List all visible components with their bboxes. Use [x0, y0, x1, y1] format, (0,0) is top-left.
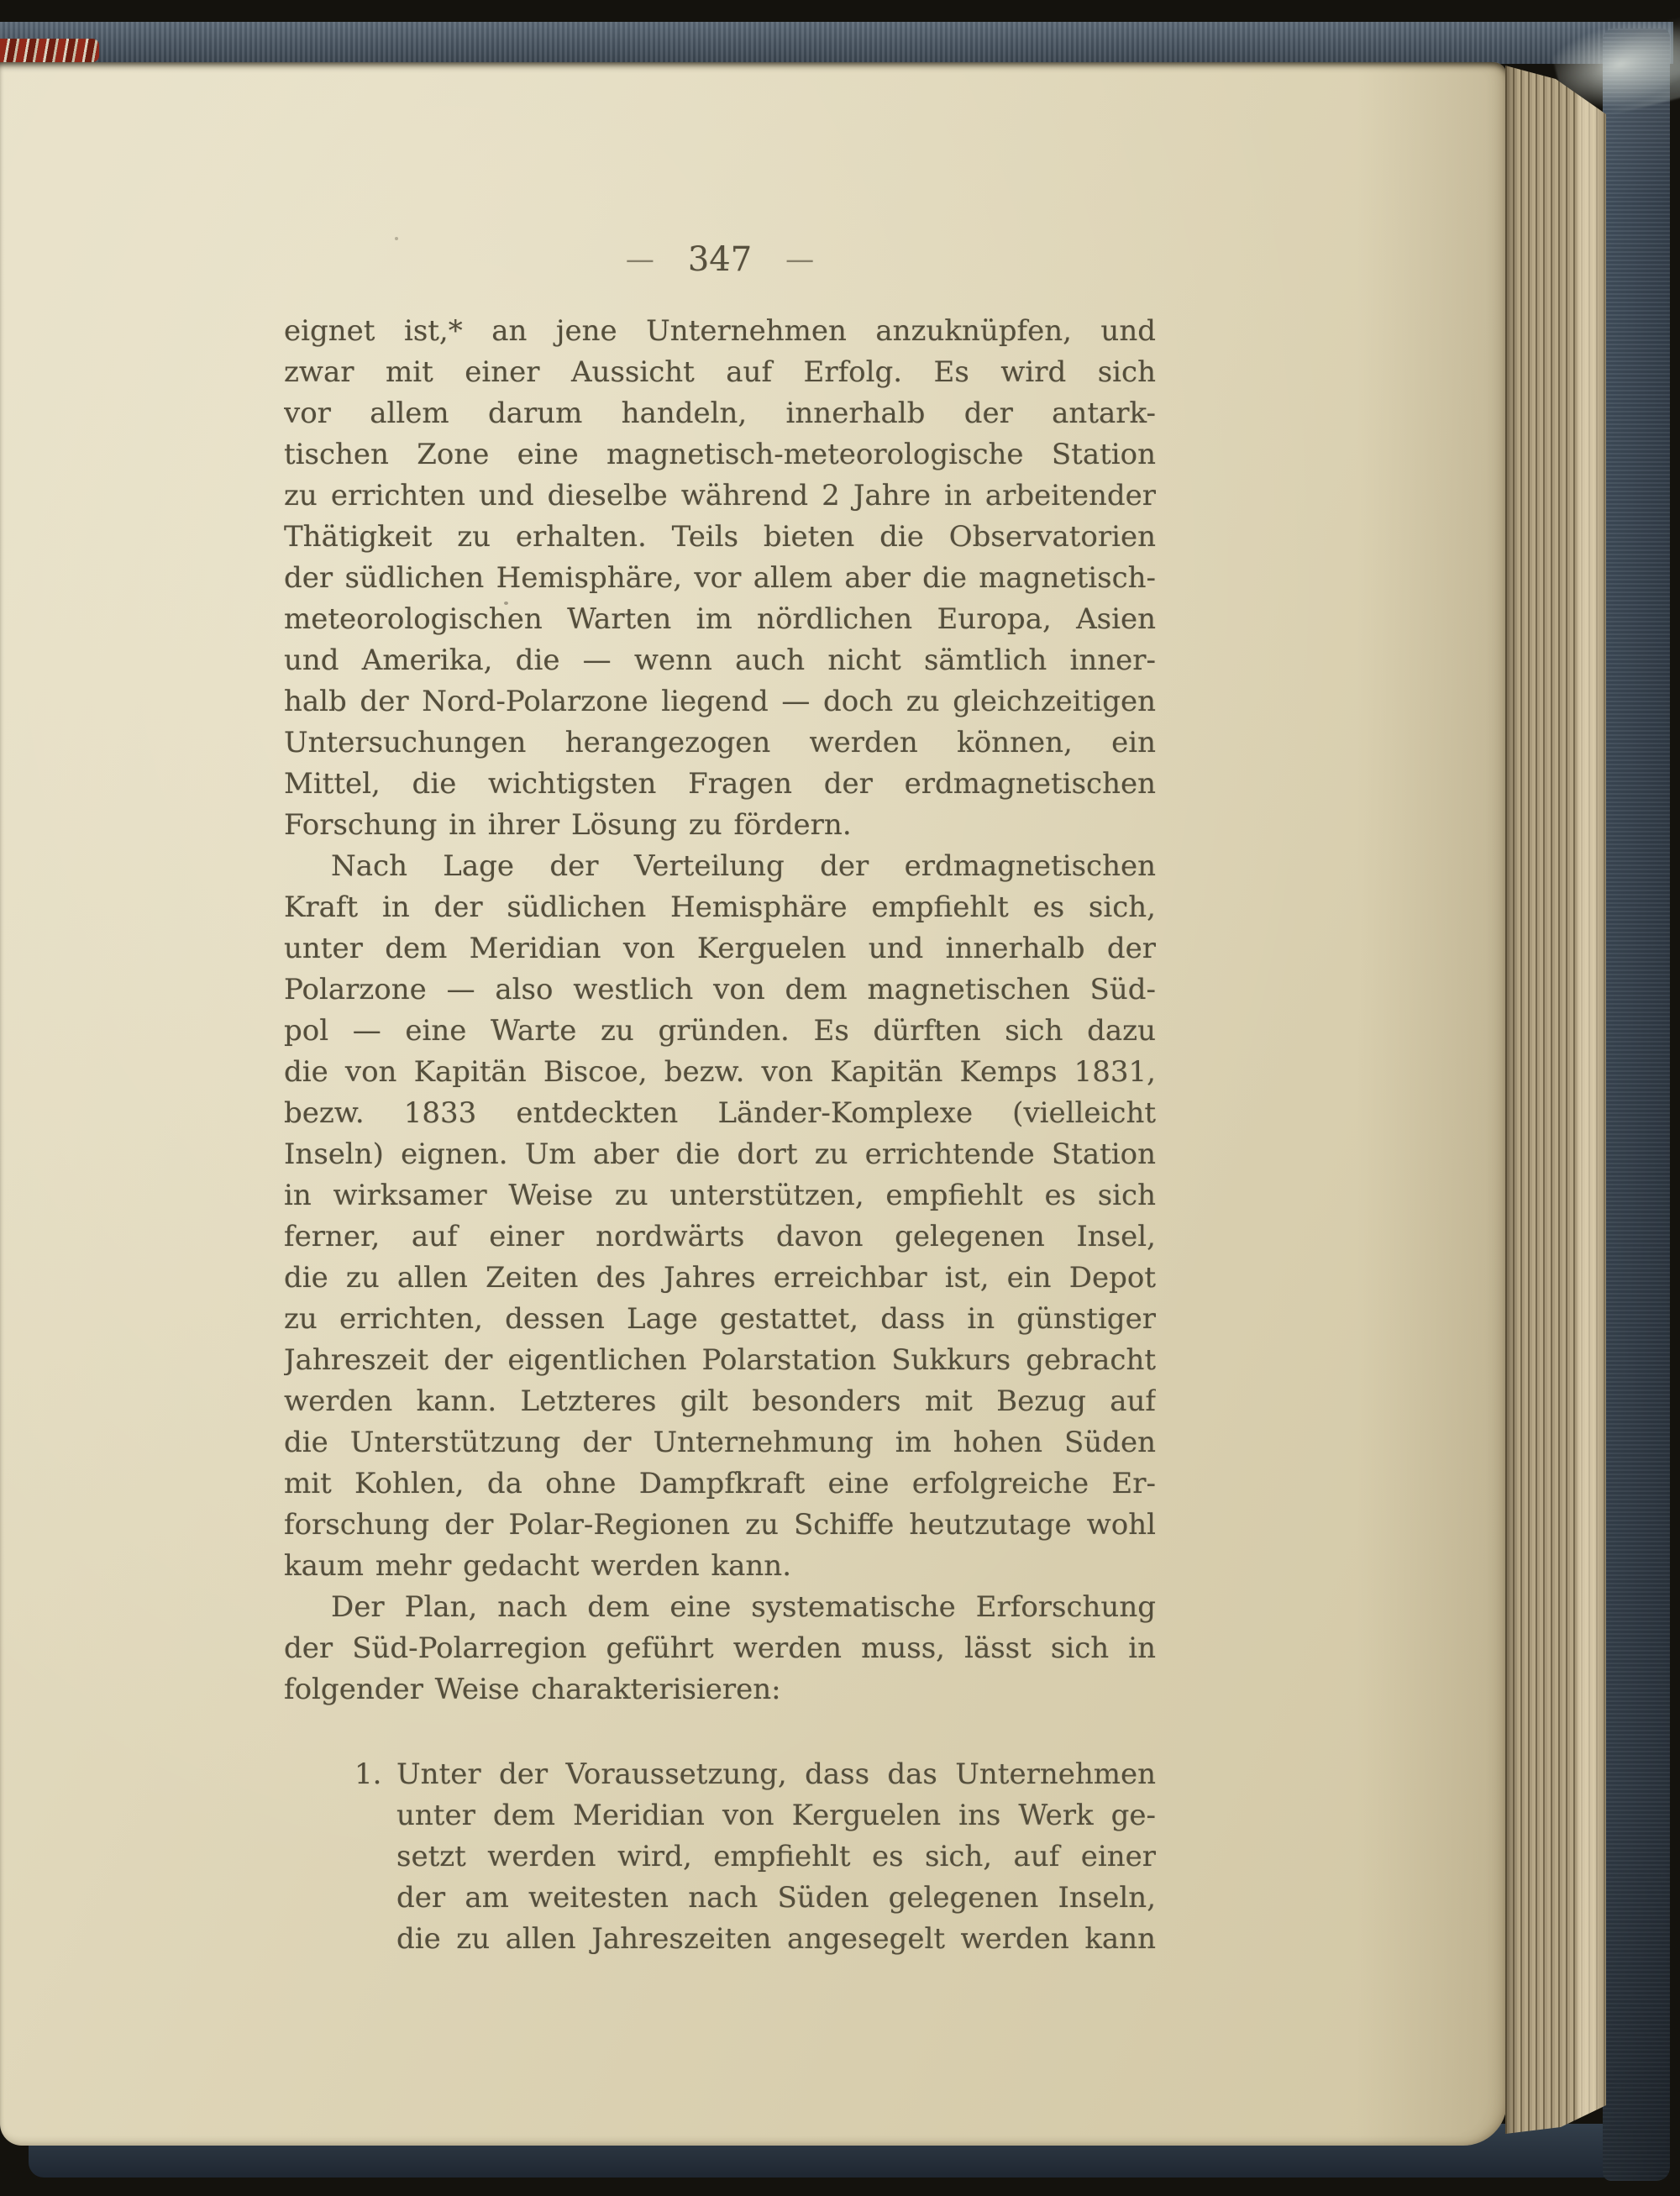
text-line: Jahreszeit der eigentlichen Polarstation Sukkurs gebracht — [284, 1343, 1156, 1377]
paragraph-continuation — [284, 311, 1156, 846]
book-page — [0, 62, 1507, 2146]
text-column — [284, 239, 1156, 1960]
numbered-list-item — [354, 1754, 1156, 1960]
text-line: unter dem Meridian von Kerguelen ins Werk ge- — [396, 1799, 1156, 1832]
text-line: und Amerika, die — wenn auch nicht sämtlich inner- — [284, 644, 1156, 677]
list-item-number: 1. — [354, 1757, 382, 1791]
text-line: zu errichten und dieselbe während 2 Jahre in arbeitender — [284, 479, 1156, 512]
text-line: der am weitesten nach Süden gelegenen Inseln, — [396, 1881, 1156, 1915]
page-number: 347 — [687, 240, 753, 279]
text-line: unter dem Meridian von Kerguelen und innerhalb der — [284, 932, 1156, 965]
text-line: eignet ist,* an jene Unternehmen anzuknüpfen, und — [284, 314, 1156, 348]
text-line: Polarzone — also westlich von dem magnetischen Süd- — [284, 973, 1156, 1006]
text-line: Mittel, die wichtigsten Fragen der erdmagnetischen — [284, 767, 1156, 801]
text-line: der südlichen Hemisphäre, vor allem aber die magnetisch- — [284, 561, 1156, 595]
page-number-header — [284, 239, 1156, 281]
text-line: in wirksamer Weise zu unterstützen, empfiehlt es sich — [284, 1179, 1156, 1212]
text-line: zu errichten, dessen Lage gestattet, dass in günstiger — [284, 1302, 1156, 1336]
header-left-dash: — — [625, 243, 654, 276]
text-line: Unter der Voraussetzung, dass das Unternehmen — [396, 1757, 1156, 1791]
headband-red — [0, 39, 99, 62]
body-text — [284, 311, 1156, 1960]
text-line: forschung der Polar-Regionen zu Schiffe heutzutage wohl — [284, 1508, 1156, 1542]
text-line: kaum mehr gedacht werden kann. — [284, 1549, 792, 1583]
text-line: bezw. 1833 entdeckten Länder-Komplexe (vielleicht — [284, 1096, 1156, 1130]
text-line: die Unterstützung der Unternehmung im hohen Süden — [284, 1426, 1156, 1459]
header-right-dash: — — [785, 243, 815, 276]
text-line: halb der Nord-Polarzone liegend — doch zu gleichzeitigen — [284, 685, 1156, 718]
list-item-text — [396, 1754, 1156, 1960]
text-line: tischen Zone eine magnetisch-meteorologische Station — [284, 438, 1156, 471]
paragraph-der-plan — [284, 1587, 1156, 1710]
text-line: Der Plan, nach dem eine systematische Erforschung — [331, 1590, 1156, 1624]
text-line: die von Kapitän Biscoe, bezw. von Kapitän Kemps 1831, — [284, 1055, 1156, 1089]
text-line: Forschung in ihrer Lösung zu fördern. — [284, 808, 852, 842]
text-line: die zu allen Zeiten des Jahres erreichbar ist, ein Depot — [284, 1261, 1156, 1295]
text-line: ferner, auf einer nordwärts davon gelegenen Insel, — [284, 1220, 1156, 1253]
paragraph-nach-lage — [284, 846, 1156, 1587]
text-line: meteorologischen Warten im nördlichen Europa, Asien — [284, 602, 1156, 636]
text-line: der Süd-Polarregion geführt werden muss, lässt sich in — [284, 1631, 1156, 1665]
text-line: setzt werden wird, empfiehlt es sich, auf einer — [396, 1840, 1156, 1873]
text-line: werden kann. Letzteres gilt besonders mit Bezug auf — [284, 1384, 1156, 1418]
text-line: Untersuchungen herangezogen werden können, ein — [284, 726, 1156, 759]
text-line: zwar mit einer Aussicht auf Erfolg. Es wird sich — [284, 355, 1156, 389]
text-line: pol — eine Warte zu gründen. Es dürften sich dazu — [284, 1014, 1156, 1048]
text-line: vor allem darum handeln, innerhalb der antark- — [284, 397, 1156, 430]
page-edge-stack — [1505, 66, 1606, 2134]
text-line: mit Kohlen, da ohne Dampfkraft eine erfolgreiche Er- — [284, 1467, 1156, 1500]
book-cover-cloth-right — [1603, 29, 1670, 2181]
book-cover-cloth-top — [0, 22, 1673, 64]
text-line: Kraft in der südlichen Hemisphäre empfiehlt es sich, — [284, 890, 1156, 924]
text-line: die zu allen Jahreszeiten angesegelt werden kann — [396, 1922, 1156, 1956]
text-line: Nach Lage der Verteilung der erdmagnetischen — [331, 849, 1156, 883]
text-line: folgender Weise charakterisieren: — [284, 1673, 781, 1706]
text-line: Inseln) eignen. Um aber die dort zu errichtende Station — [284, 1137, 1156, 1171]
text-line: Thätigkeit zu erhalten. Teils bieten die Observatorien — [284, 520, 1156, 554]
